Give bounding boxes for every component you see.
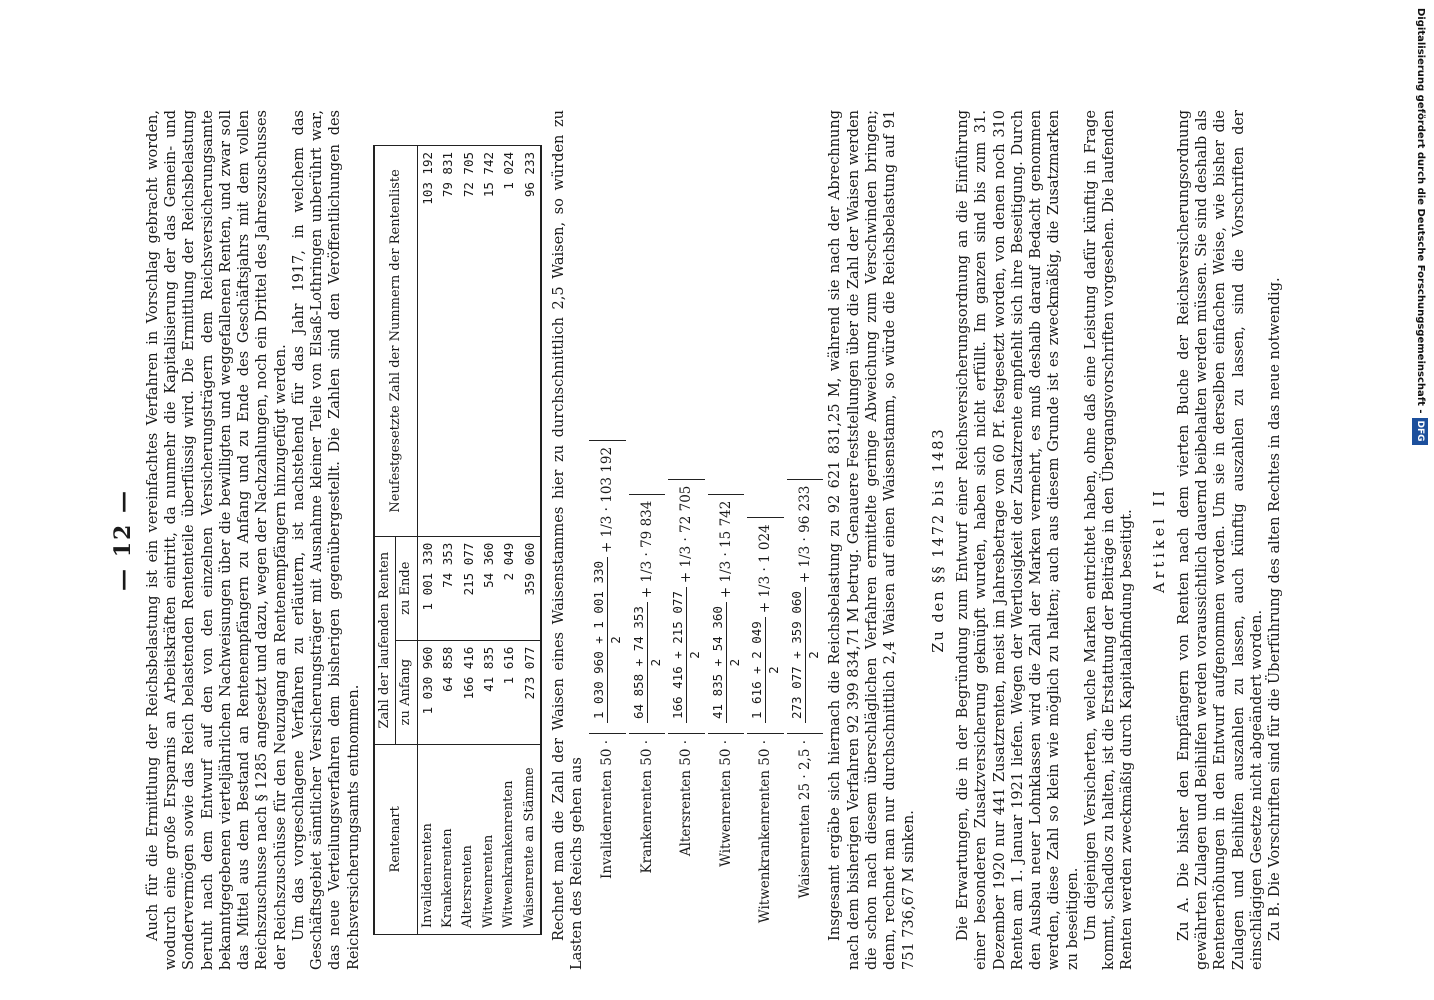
fraction-numerator: 1 030 960 + 1 001 330: [591, 557, 608, 723]
neu-cell: 79 831: [438, 146, 458, 537]
ende-cell: 74 353: [438, 536, 458, 640]
formula-bracket: [787, 479, 824, 734]
formula-label: Witwenrenten 50 ·: [717, 740, 734, 867]
section-title: Zu den §§ 1472 bis 1483: [930, 427, 947, 653]
table-body: [417, 146, 541, 935]
neu-cell: 103 192: [417, 146, 438, 537]
anfang-cell: 41 835: [479, 640, 499, 744]
ende-cell: 215 077: [458, 536, 478, 640]
formula-fraction: [749, 617, 782, 723]
table-row: [438, 146, 458, 935]
table-row: [520, 146, 541, 935]
anfang-cell: 64 858: [438, 640, 458, 744]
formula-label: Altersrenten 50 ·: [678, 740, 695, 857]
fraction-numerator: 64 858 + 74 353: [631, 602, 648, 723]
ende-cell: 1 001 330: [417, 536, 438, 640]
formula-row: [629, 110, 666, 930]
formula-fraction: [591, 557, 624, 723]
formula-bracket: [747, 517, 784, 734]
formula-row: [708, 110, 745, 930]
rentenart-cell: Altersrenten: [458, 744, 478, 934]
formula-label: Invalidenrenten 50 ·: [599, 740, 616, 879]
formula-rest: + 1/3 · 96 233: [796, 485, 813, 584]
formula-row: [787, 110, 824, 930]
fraction-denominator: 2: [726, 658, 742, 667]
ende-cell: 2 049: [499, 536, 519, 640]
header-anfang: zu Anfang: [396, 640, 417, 744]
sidebar-credit-text: Digitalisierung gefördert durch die Deutsche Forschungsgemeinschaft -: [1415, 8, 1426, 414]
formula-label: Krankenrenten 50 ·: [638, 740, 655, 874]
formula-bracket: [589, 440, 626, 734]
header-rentenart: Rentenart: [374, 744, 417, 934]
ende-cell: 359 060: [520, 536, 541, 640]
formula-rest: + 1/3 · 72 705: [678, 485, 695, 584]
anfang-cell: 1 616: [499, 640, 519, 744]
rentenart-cell: Waisenrente an Stämme: [520, 744, 541, 934]
table-row: [458, 146, 478, 935]
paragraph-5: Die Erwartungen, die in der Begründung zum Entwurf einer Reichsversicherungsordnung an die Einführung einer besonderen Zusatzversicherung geknüpft wurden, haben sich nicht erfüllt. Im ganzen sind bis zum 31. Dezember 1920 nur 441 Zusatzrenten, meist im Jahresbetrage von 60 Pf. festgesetzt worden, von denen noch 310 Renten am 1. Januar 1921 liefen. Wegen der Wertlosigkeit der Zusatzrente empfiehlt sich ihre Beseitigung. Durch den Ausbau neuer Lohnklassen wird die Zahl der Marken vermehrt, es muß deshalb darauf Bedacht genommen werden, diese Zahl so klein wie möglich zu halten; auch aus diesem Grunde ist es zweckmäßig, die Zusatzmarken zu beseitigen.: [955, 110, 1081, 970]
fraction-numerator: 1 616 + 2 049: [749, 617, 766, 723]
formula-row: [747, 110, 784, 930]
renten-table: [373, 145, 542, 935]
paragraph-3: Rechnet man die Zahl der Waisen eines Waisenstammes hier zu durchschnittlich 2,5 Waisen, so würden zu Lasten des Reichs gehen aus: [550, 110, 586, 970]
formula-fraction: [670, 587, 703, 723]
paragraph-6: Um diejenigen Versicherten, welche Marken entrichtet haben, ohne daß eine Leistung dafür künftig in Frage kommt, schadlos zu halten, ist die Erstattung der Beiträge in den Übergangsvorschriften vorgesehen. Die laufenden Renten werden zweckmäßig durch Kapitalabfindung beseitigt.: [1082, 110, 1136, 970]
fraction-numerator: 41 835 + 54 360: [710, 602, 727, 723]
table-row: [417, 146, 438, 935]
formula-label: Waisenrenten 25 · 2,5 ·: [796, 740, 813, 899]
paragraph-7: Zu A. Die bisher den Empfängern von Renten nach dem vierten Buche der Reichsversicherungsordnung gewährten Zulagen und Beihilfen werden voraussichtlich dauernd beibehalten werden müssen. Sie sind deshalb als Rentenerhöhungen in den Entwurf aufgenommen worden. Um sie in derselben einfachen Weise, wie bisher die Zulagen und Beihilfen auszahlen zu lassen, auch künftig auszahlen zu lassen, sind die Vorschriften der einschlägigen Gesetze nicht abgeändert worden.: [1175, 110, 1266, 970]
sidebar-credit: [1412, 8, 1428, 988]
dfg-sidebar: [1412, 8, 1428, 988]
anfang-cell: 166 416: [458, 640, 478, 744]
anfang-cell: 273 077: [520, 640, 541, 744]
rentenart-cell: Krankenrenten: [438, 744, 458, 934]
formula-bracket: [668, 479, 705, 734]
rentenart-cell: Witwenkrankenrenten: [499, 744, 519, 934]
formula-fraction: [789, 587, 822, 723]
fraction-numerator: 273 077 + 359 060: [789, 587, 806, 723]
formula-rest: + 1/3 · 15 742: [717, 500, 734, 599]
neu-cell: 72 705: [458, 146, 478, 537]
fraction-denominator: 2: [766, 666, 782, 674]
formula-fraction: [631, 602, 664, 723]
dfg-logo: DFG: [1412, 418, 1428, 445]
formula-rest: + 1/3 · 1 024: [757, 524, 774, 614]
fraction-denominator: 2: [805, 651, 821, 659]
fraction-denominator: 2: [687, 651, 703, 659]
neu-cell: 15 742: [479, 146, 499, 537]
neu-cell: 1 024: [499, 146, 519, 537]
formula-rest: + 1/3 · 79 834: [638, 500, 655, 599]
page-number: — 12 —: [110, 489, 136, 591]
anfang-cell: 1 030 960: [417, 640, 438, 744]
fraction-denominator: 2: [647, 658, 663, 667]
formula-fraction: [710, 602, 743, 723]
rentenart-cell: Witwenrenten: [479, 744, 499, 934]
page-content: [110, 110, 1285, 970]
paragraph-8: Zu B. Die Vorschriften sind für die Überführung des alten Rechtes in das neue notwendig.: [1267, 277, 1284, 941]
neu-cell: 96 233: [520, 146, 541, 537]
paragraph-1: Auch für die Ermittlung der Reichsbelastung ist ein vereinfachtes Verfahren in Vorschlag gebracht worden, wodurch eine große Ersparnis an Arbeitskräften eintritt, da nunmehr die Kapitalisierung der das Gemein- und Sondervermögen sowie das Reich belastenden Rententeile überflüssig wird. Die Ermittlung der Reichsbelastung beruht nach dem Entwurf auf den von den einzelnen Versicherungsträgern dem Reichsversicherungsamte bekanntgegebenen vierteljährlichen Nachweisungen über die bewilligten und weggefallenen Renten, und zwar soll das Mittel aus dem Bestand an Rentenempfängern zu Anfang und zu Ende des Geschäftsjahrs mit dem vollen Reichszuschusse nach § 1285 angesetzt und dazu, wegen der Nachzahlungen, noch ein Drittel des Jahreszuschusses der Reichszuschüsse für den Neuzugang an Rentenempfängern hinzugefügt werden.: [144, 110, 289, 970]
formula-rest: + 1/3 · 103 192: [599, 446, 616, 553]
article-title: Artikel II: [1151, 487, 1168, 593]
formula-label: Witwenkrankenrenten 50 ·: [757, 740, 774, 924]
header-neu: Neufestgesetzte Zahl der Nummern der Rentenliste: [374, 146, 417, 537]
formula-list: [589, 110, 823, 970]
ende-cell: 54 360: [479, 536, 499, 640]
header-ende: zu Ende: [396, 536, 417, 640]
rentenart-cell: Invalidenrenten: [417, 744, 438, 934]
table-row: [499, 146, 519, 935]
header-zahl: Zahl der laufenden Renten: [374, 536, 396, 744]
formula-row: [668, 110, 705, 930]
fraction-denominator: 2: [608, 636, 624, 644]
formula-row: [589, 110, 626, 930]
table-row: [479, 146, 499, 935]
formula-bracket: [708, 494, 745, 734]
formula-bracket: [629, 494, 666, 734]
paragraph-4: Insgesamt ergäbe sich hiernach die Reichsbelastung zu 92 621 831,25 M, während sie nach der Abrechnung nach dem bisherigen Verfahren 92 399 834,71 M betrug. Genauere Feststellungen über die Zahl der Waisen werden die schon nach diesem überschläglichen Verfahren ermittelte geringe Abweichung zum Verschwinden bringen; denn, rechnet man nur durchschnittlich 2,4 Waisen auf einen Waisenstamm, so würde die Reichsbelastung auf 91 751 736,67 M sinken.: [827, 110, 917, 970]
fraction-numerator: 166 416 + 215 077: [670, 587, 687, 723]
paragraph-2: Um das vorgeschlagene Verfahren zu erläutern, ist nachstehend für das Jahr 1917, in welchem das Geschäftsgebiet sämtlicher Versicherungsträger mit Ausnahme kleiner Teile von Elsaß-Lothringen unberührt war, das neue Verteilungsverfahren dem bisherigen gegenübergestellt. Die Zahlen sind den Veröffentlichungen des Reichsversicherungsamts entnommen.: [290, 110, 362, 970]
